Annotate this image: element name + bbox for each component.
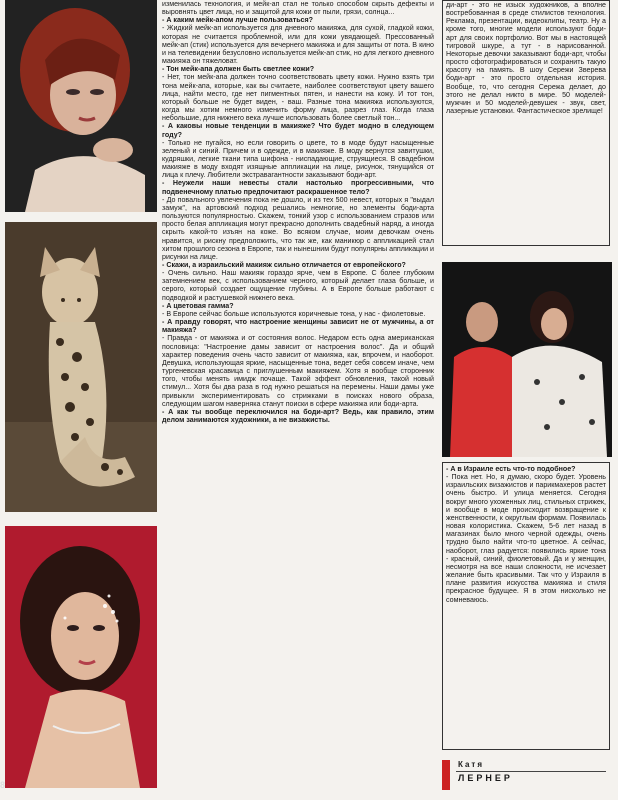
answer: - В Европе сейчас больше используются коричневые тона, у нас - фиолетовые. [162,309,426,318]
answer: - Жидкий мейк-ап используется для дневного макияжа, для сухой, гладкой кожи, которая не считается проблемной, или для кожи увядающей. Прессованный мейк-ап (стик) используется для вечернего макияжа и для защиты от пота. В кино и на телевидении безусловно используется мейк-ап стик, но для легкого дневного макияжа он тяжеловат. [162,24,434,66]
question: - Неужели наши невесты стали настолько прогрессивными, что подвенечному платью предпочитают раскрашенное тело? [162,179,434,196]
signature-accent-bar [442,760,450,790]
question: - А как ты вообще переключился на боди-арт? Ведь, как правило, этим делом занимаются художники, а не визажисты. [162,407,434,424]
page-number: 8 [0,780,6,790]
photo-woman-jeweled-makeup [5,526,157,788]
answer: - Только не пугайся, но если говорить о цвете, то в моде будут насыщенные зеленый и синий. Причем и в одежде, и в макияже. В моду вернутся завитушки, кудряшки, легкие ткани типа шифона - ниспадающие, струящиеся. В свадебном макияже в моду входят изящные аппликации на лице, рисунок, тянущийся от лица к плечу. Любители экстравагантности заказывают боди-арт. [162,138,434,180]
photo-woman-red-hair [5,0,157,212]
author-signature [442,758,612,794]
question: - А в Израиле есть что-то подобное? [446,465,576,473]
question: - А каковы новые тенденции в макияже? Что будет модно в следующем году? [162,122,434,139]
question: - Скажи, а израильский макияж сильно отличается от европейского? [162,261,406,269]
answer: - До повального увлечения пока не дошло, и из тех 500 невест, которых я "выдал замуж", на артовский подход решались немногие, но элементы боди-арта пользуются популярностью. Скажем, тонкий узор с использованием стразов или просто белая аппликация могут прекрасно дополнить свадебный наряд, а иногда скрыть какой-то изъян на коже. Во всяком случае, моим девочкам очень нравится, и рискну предположить, что так же, как маникюр с аппликацией стал хитом прошлого сезона в Европе, так и нынешним будут популярны аппликации и рисунки на лице. [162,195,434,261]
article-column-middle [162,0,434,795]
paragraph-body-art: ди-арт - это не изыск художников, а вполне востребованная в среде стилистов технология. Реклама, презентации, видеоклипы, театр. Ну а кроме того, многие модели используют боди-арт для своих портфолио. Вот мы в настоящей тигровой шкуре, а тут - в нарисованной. Некоторые девочки заказывают боди-арт, чтобы просто сфотографироваться и сохранить такую красоту на память. В шоу Сережи Зверева боди-арт - это просто отдельная история. Вообще, то, что сегодня Сережа делает, до этого не делал никто в мире. 50 моделей-мужчин и 50 моделей-девушек - звук, свет, лазерные установки. Фантастическое зрелище! [446,1,606,116]
question: - А цветовая гамма? [162,301,234,310]
answer: - Пока нет. Но, я думаю, скоро будет. Уровень израильских визажистов и парикмахеров растет очень быстро. И улица меняется. Сегодня вокруг много ухоженных лиц, стильных стрижек, и вообще в моде происходит возвращение к женственности, к округлым формам. Появилась новая колористика. Скажем, 5-6 лет назад в магазинах было много черной одежды, очень трудно было найти что-то цветное. А сейчас, наоборот, глаз радуется: появились яркие тона - красный, синий, фиолетовый. Да и у женщин, несмотря на все наши сложности, не исчезает желание быть красивыми. Так что у Израиля в плане развития искусства макияжа и стиля прекрасное будущее. Я в этом нисколько не сомневаюсь. [446,473,606,604]
author-last-name: ЛЕРНЕР [458,773,513,783]
photo-stylist-with-model [442,262,612,457]
answer: - Правда - от макияжа и от состояния волос. Недаром есть одна американская пословица: "Настроение дамы зависит от настроения волос". Да и общий характер поведения очень часто зависит от макияжа, как, впрочем, и наоборот. Девушка, использующая яркие, насыщенные тона, ведет себя совсем иначе, чем тургеневская красавица с приглушенным макияжем. Хотя я вообще сторонник того, чтобы менять имидж почаще. Такой эффект обновления, такой новый стимул... Хотя бы два раза в год нужно решаться на перемены. Наши дамы уже привыкли экспериментировать со стрижками в поисках нового образа, следующим шагом наверняка станут поиски в сфере макияжа или боди-арта. [162,334,434,408]
paragraph-lead: изменилась технология, и мейк-ап стал не только способом скрыть дефекты и выровнять цвет лица, но и защитой для кожи от пыли, грязи, солнца... [162,0,434,17]
question: - Тон мейк-апа должен быть светлее кожи? [162,65,315,74]
photo-leopard-body-art [5,222,157,512]
answer: - Очень сильно. Наш макияж гораздо ярче, чем в Европе. С более глубоким затемнением век, с использованием черного, который делает глаза больше, и серого, который создает ощущение глубины. А в Европе больше работают с подводкой и растушевкой нижнего века. [162,269,434,302]
signature-rule [456,771,606,772]
article-column-right-bottom [442,462,610,750]
question: - А каким мейк-апом лучше пользоваться? [162,16,313,25]
answer: - Нет, тон мейк-апа должен точно соответствовать цвету кожи. Нужно взять три тона мейк-апа, которые, как вы считаете, наиболее соответствуют цвету вашего лица, найти место, где нет пигментных пятен, и нанести на кожу. И тот тон, который больше не будет виден, - ваш. Разные тона макияжа используются, когда мы хотим немного изменить форму лица, разрез глаз. Когда глаза небольшие, для нижнего века лучше использовать более светлый тон... [162,73,434,123]
article-column-right-top [442,0,610,246]
author-first-name: Катя [458,760,485,769]
question: - А правду говорят, что настроение женщины зависит не от мужчины, а от макияжа? [162,318,434,335]
